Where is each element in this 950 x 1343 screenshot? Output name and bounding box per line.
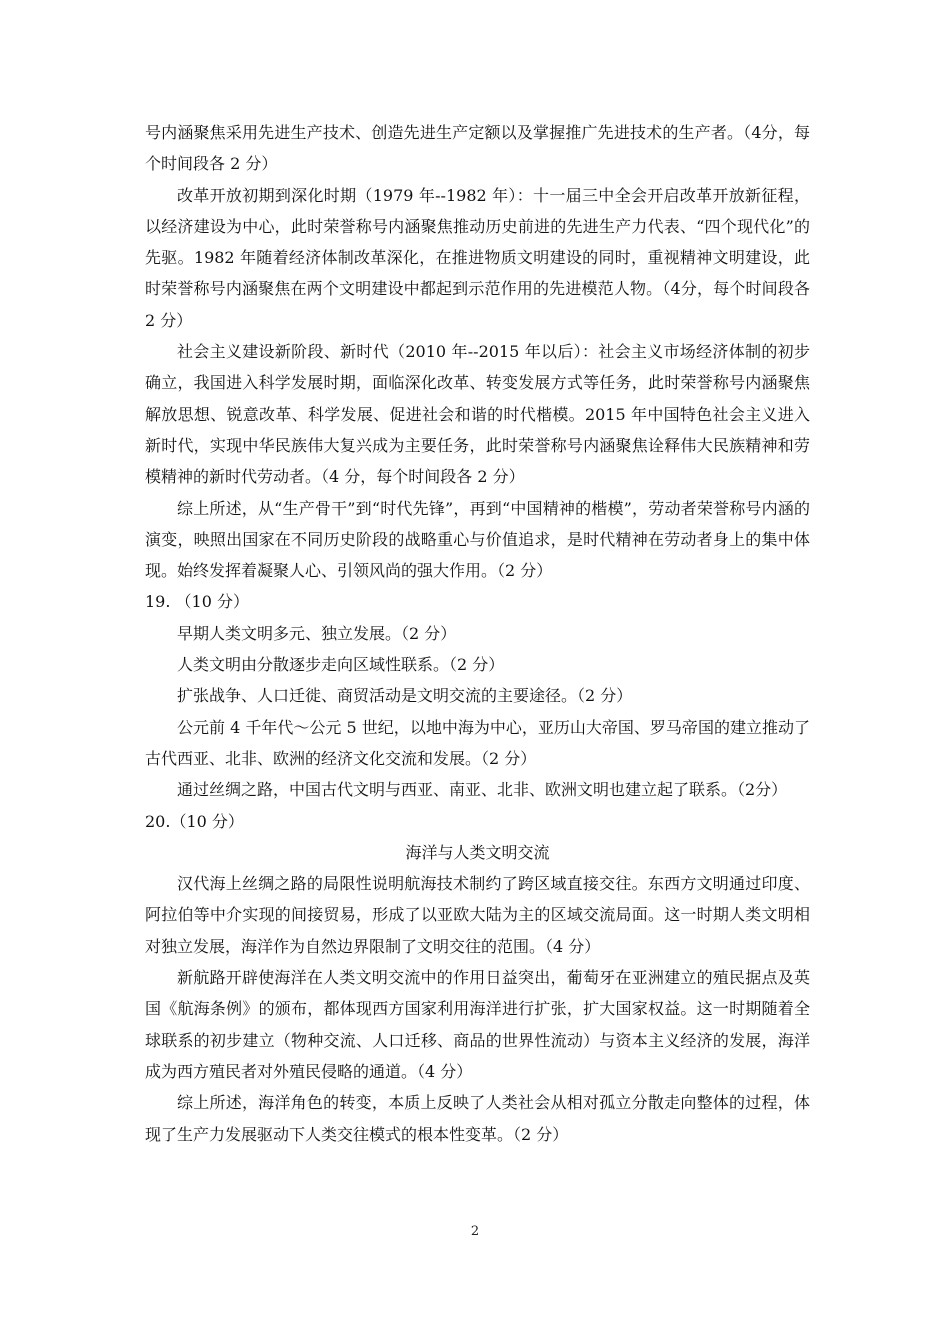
question-19-heading: 19. （10 分） [145,592,249,612]
essay-paragraph-2: 新航路开辟使海洋在人类文明交流中的作用日益突出，葡萄牙在亚洲建立的殖民据点及英国《航海条例》的颁布，都体现西方国家利用海洋进行扩张，扩大国家权益。这一时期随着全球联系的初步建立（物种交流、人口迁移、商品的世界性流动）与资本主义经济的发展，海洋成为西方殖民者对外殖民侵略的通道。（4 分） [145,968,810,1081]
page-number: 2 [470,1224,480,1239]
answer-19-point-3: 扩张战争、人口迁徙、商贸活动是文明交流的主要途径。（2 分） [177,686,633,706]
question-20-heading: 20.（10 分） [145,811,244,831]
answer-19-point-4: 公元前 4 千年代～公元 5 世纪，以地中海为中心，亚历山大帝国、罗马帝国的建立推动了古代西亚、北非、欧洲的经济文化交流和发展。（2 分） [145,717,810,768]
paragraph-reform-period: 改革开放初期到深化时期（1979 年--1982 年）：十一届三中全会开启改革开放新征程，以经济建设为中心，此时荣誉称号内涵聚焦推动历史前进的先进生产力代表、“四个现代化”的先驱。1982 年随着经济体制改革深化，在推进物质文明建设的同时，重视精神文明建设，此时荣誉称号内涵聚焦在两个文明建设中都起到示范作用的先进模范人物。（4分，每个时间段各 2 分） [145,185,810,330]
document-body [145,117,810,1150]
essay-paragraph-1: 汉代海上丝绸之路的局限性说明航海技术制约了跨区域直接交往。东西方文明通过印度、阿拉伯等中介实现的间接贸易，形成了以亚欧大陆为主的区域交流局面。这一时期人类文明相对独立发展，海洋作为自然边界限制了文明交往的范围。（4 分） [145,874,810,956]
paragraph-new-era: 社会主义建设新阶段、新时代（2010 年--2015 年以后）：社会主义市场经济体制的初步确立，我国进入科学发展时期，面临深化改革、转变发展方式等任务，此时荣誉称号内涵聚焦解放思想、锐意改革、科学发展、促进社会和谐的时代楷模。2015 年中国特色社会主义进入新时代，实现中华民族伟大复兴成为主要任务，此时荣誉称号内涵聚焦诠释伟大民族精神和劳模精神的新时代劳动者。（4 分，每个时间段各 2 分） [145,342,810,487]
answer-19-point-2: 人类文明由分散逐步走向区域性联系。（2 分） [177,655,505,675]
paragraph-summary-18: 综上所述，从“生产骨干”到“时代先锋”，再到“中国精神的楷模”，劳动者荣誉称号内涵的演变，映照出国家在不同历史阶段的战略重心与价值追求，是时代精神在劳动者身上的集中体现。始终发挥着凝聚人心、引领风尚的强大作用。（2 分） [145,498,810,581]
paragraph-continuation: 号内涵聚焦采用先进生产技术、创造先进生产定额以及掌握推广先进技术的生产者。（4分，每个时间段各 2 分） [145,123,810,174]
essay-title: 海洋与人类文明交流 [405,842,550,862]
answer-19-point-1: 早期人类文明多元、独立发展。（2 分） [177,623,457,643]
essay-paragraph-3: 综上所述，海洋角色的转变，本质上反映了人类社会从相对孤立分散走向整体的过程，体现了生产力发展驱动下人类交往模式的根本性变革。（2 分） [145,1093,810,1144]
answer-19-point-5: 通过丝绸之路，中国古代文明与西亚、南亚、北非、欧洲文明也建立起了联系。（2分） [177,780,788,800]
